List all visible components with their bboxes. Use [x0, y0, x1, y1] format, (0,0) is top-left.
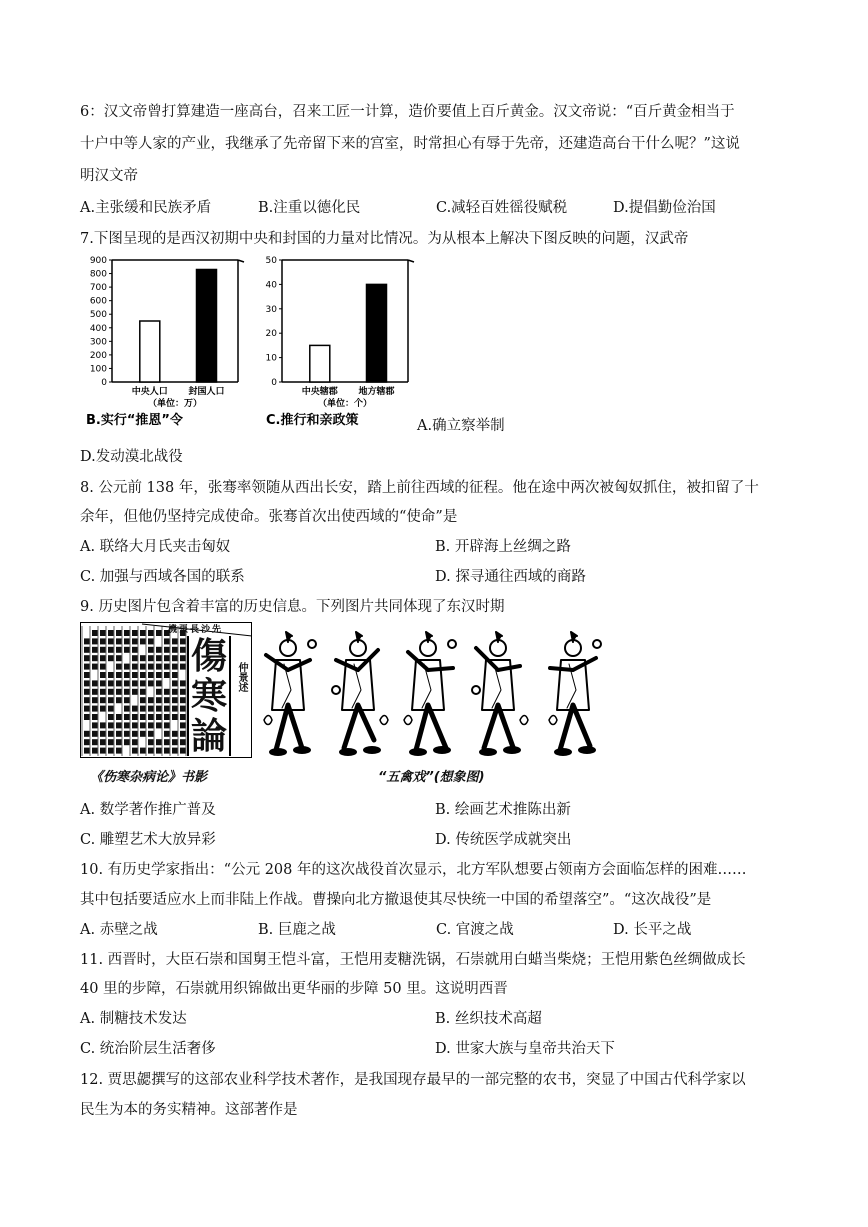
- q10-option-d: D. 长平之战: [613, 922, 692, 938]
- y-tick-label: 900: [89, 256, 107, 266]
- q10-option-a: A. 赤壁之战: [80, 922, 158, 938]
- q6-stem-line3: 明汉文帝: [80, 168, 138, 184]
- q10-stem-line1: 10. 有历史学家指出：“公元 208 年的这次战役首次显示，北方军队想要占领南方会面临怎样的困难……: [80, 862, 747, 878]
- q11-option-a: A. 制糖技术发达: [80, 1011, 187, 1027]
- q12-stem-line1: 12. 贾思勰撰写的这部农业科学技术著作，是我国现存最早的一部完整的农书，突显了中国古代科学家以: [80, 1072, 746, 1088]
- wuqinxi-figures-image: [258, 630, 618, 760]
- q8-option-c: C. 加强与西域各国的联系: [80, 569, 245, 585]
- exercise-figure-4: [472, 632, 528, 755]
- x-tick-label: 中央人口: [131, 387, 168, 397]
- book-title-char-2: 寒: [191, 675, 228, 717]
- y-tick-label: 30: [265, 304, 277, 315]
- q8-stem-line1: 8. 公元前 138 年，张骞率领随从西出长安，踏上前往西域的征程。他在途中两次被匈奴抓住，被扣留了十: [80, 480, 759, 496]
- q6-option-b: B.注重以德化民: [258, 200, 361, 216]
- q10-option-b: B. 巨鹿之战: [258, 922, 336, 938]
- book-caption: 《伤寒杂病论》书影: [90, 770, 208, 785]
- bar-2: [197, 269, 217, 382]
- q7-option-a: A.确立察举制: [417, 418, 505, 434]
- q6-option-a: A.主张缓和民族矛盾: [80, 200, 212, 216]
- q7-stem: 7.下图呈现的是西汉初期中央和封国的力量对比情况。为从根本上解决下图反映的问题，汉武帝: [80, 231, 689, 247]
- exercise-figure-2: [332, 632, 388, 755]
- q6-stem-line2: 十户中等人家的产业，我继承了先帝留下来的宫室，时常担心有辱于先帝，还建造高台干什么呢？”这说: [80, 136, 740, 152]
- y-tick-label: 800: [89, 269, 107, 280]
- x-tick-label: 地方辖郡: [358, 387, 395, 397]
- q9-option-c: C. 雕塑艺术大放异彩: [80, 832, 216, 848]
- q6-option-d: D.提倡勤俭治国: [613, 200, 716, 216]
- unit-label: （单位：个）: [317, 399, 373, 409]
- y-tick-label: 400: [89, 323, 107, 334]
- q11-stem-line1: 11. 西晋时，大臣石崇和国舅王恺斗富，王恺用麦糖洗锅，石崇就用白蜡当柴烧；王恺用紫色丝绸做成长: [80, 952, 746, 968]
- y-tick-label: 50: [265, 256, 277, 266]
- y-tick-label: 10: [265, 353, 277, 364]
- x-tick-label: 中央辖郡: [301, 387, 338, 397]
- y-tick-label: 100: [89, 364, 107, 375]
- shanghan-book-image: [80, 622, 252, 758]
- q6-stem-line1: 6：汉文帝曾打算建造一座高台，召来工匠一计算，造价要值上百斤黄金。汉文帝说：“百斤黄金相当于: [80, 104, 735, 120]
- q9-option-d: D. 传统医学成就突出: [435, 832, 572, 848]
- q8-option-a: A. 联络大月氏夹击匈奴: [80, 539, 231, 555]
- exercise-figure-5: [549, 632, 601, 755]
- q12-stem-line2: 民生为本的务实精神。这部著作是: [80, 1102, 298, 1118]
- wuqinxi-caption: “五禽戏”(想象图): [378, 770, 485, 785]
- q11-option-d: D. 世家大族与皇帝共治天下: [435, 1041, 615, 1057]
- q7-chart-c: [250, 252, 420, 432]
- y-tick-label: 20: [265, 329, 277, 340]
- bar-1: [310, 345, 330, 382]
- q11-option-b: B. 丝织技术高超: [435, 1011, 542, 1027]
- bar-1: [140, 321, 160, 382]
- book-header: 機張長沙先: [168, 625, 224, 635]
- q7-option-d: D.发动漠北战役: [80, 449, 183, 465]
- book-title-char-1: 傷: [191, 635, 228, 677]
- y-tick-label: 0: [101, 378, 107, 388]
- exercise-figure-1: [264, 632, 316, 755]
- q9-option-a: A. 数学著作推广普及: [80, 802, 216, 818]
- x-tick-label: 封国人口: [188, 387, 225, 397]
- chart-caption: C.推行和亲政策: [266, 413, 359, 428]
- q10-option-c: C. 官渡之战: [436, 922, 514, 938]
- y-tick-label: 0: [271, 378, 277, 388]
- q8-stem-line2: 余年，但他仍坚持完成使命。张骞首次出使西域的“使命”是: [80, 509, 458, 525]
- q9-stem: 9. 历史图片包含着丰富的历史信息。下列图片共同体现了东汉时期: [80, 599, 505, 615]
- exercise-figure-3: [404, 632, 456, 755]
- q7-chart-b: [80, 252, 250, 432]
- q10-stem-line2: 其中包括要适应水上而非陆上作战。曹操向北方撤退使其尽快统一中国的希望落空”。“这次战役”是: [80, 892, 712, 908]
- q8-option-b: B. 开辟海上丝绸之路: [435, 539, 571, 555]
- y-tick-label: 500: [89, 310, 107, 321]
- y-tick-label: 600: [89, 296, 107, 307]
- q11-option-c: C. 统治阶层生活奢侈: [80, 1041, 216, 1057]
- q9-option-b: B. 绘画艺术推陈出新: [435, 802, 571, 818]
- bar-2: [367, 284, 387, 382]
- q6-option-c: C.减轻百姓徭役赋税: [436, 200, 568, 216]
- y-tick-label: 700: [89, 283, 107, 294]
- y-tick-label: 200: [89, 350, 107, 361]
- book-side-text: 仲景述: [236, 662, 247, 692]
- q8-option-d: D. 探寻通往西域的商路: [435, 569, 586, 585]
- unit-label: （单位：万）: [147, 399, 203, 409]
- chart-caption: B.实行“推恩”令: [86, 413, 183, 428]
- y-tick-label: 40: [265, 280, 277, 291]
- book-title-char-3: 論: [191, 715, 228, 757]
- y-tick-label: 300: [89, 337, 107, 348]
- q11-stem-line2: 40 里的步障，石崇就用织锦做出更华丽的步障 50 里。这说明西晋: [80, 981, 508, 997]
